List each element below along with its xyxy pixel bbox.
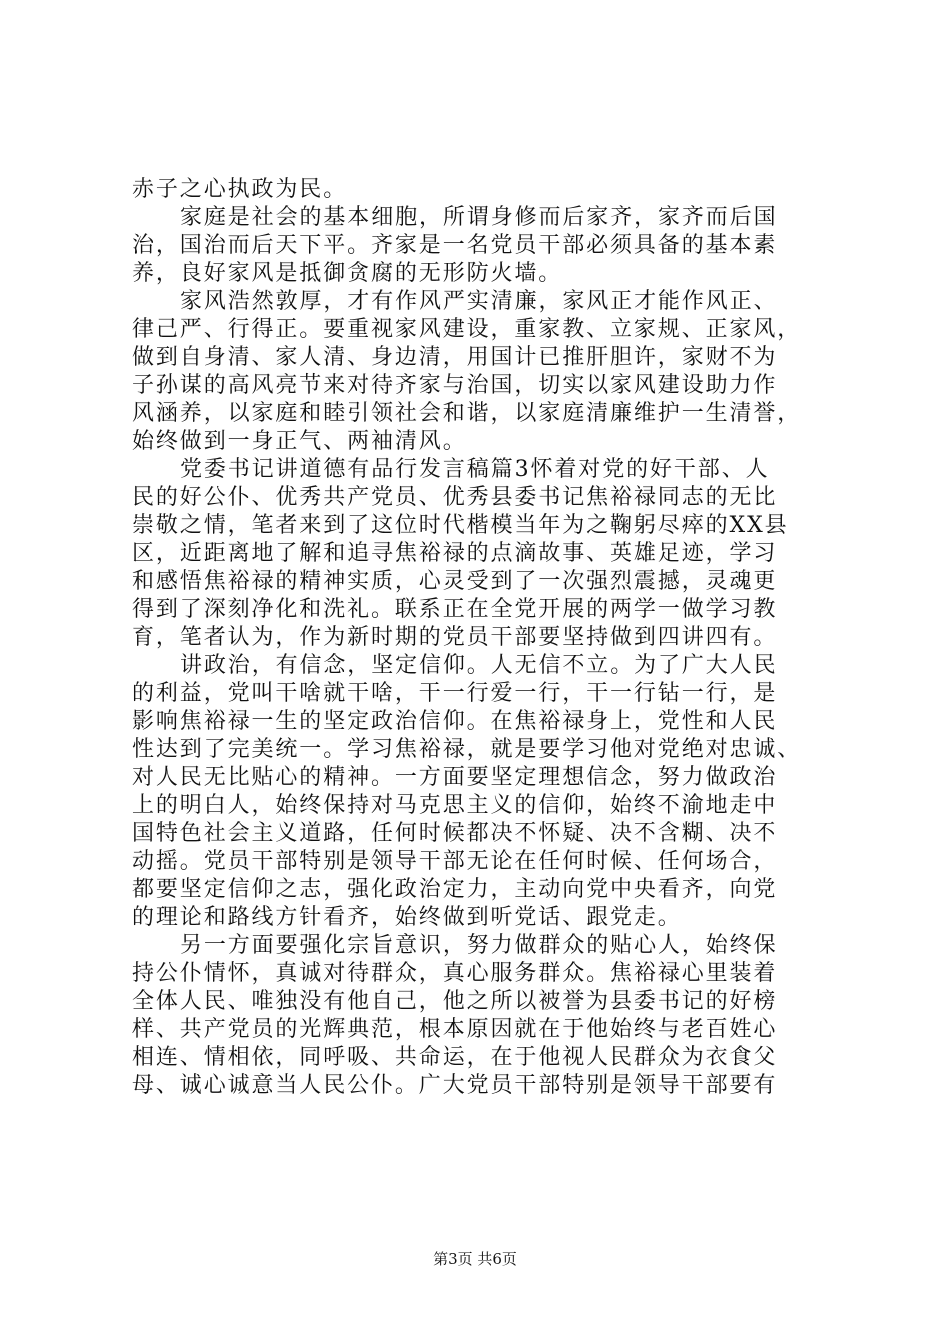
text-line: 养，良好家风是抵御贪腐的无形防火墙。 — [132, 261, 563, 286]
paragraph-start-line: 讲政治，有信念，坚定信仰。人无信不立。为了广大人民 — [180, 653, 778, 678]
text-line: 样、共产党员的光辉典范，根本原因就在于他始终与老百姓心 — [132, 1017, 778, 1042]
text-line: 动摇。党员干部特别是领导干部无论在任何时候、任何场合， — [132, 849, 778, 874]
text-line: 子孙谋的高风亮节来对待齐家与治国，切实以家风建设助力作 — [132, 373, 778, 398]
text-line: 的利益，党叫干啥就干啥，干一行爱一行，干一行钻一行，是 — [132, 681, 778, 706]
text-line: 崇敬之情，笔者来到了这位时代楷模当年为之鞠躬尽瘁的XX县 — [132, 513, 789, 538]
text-line: 育，笔者认为，作为新时期的党员干部要坚持做到四讲四有。 — [132, 625, 778, 650]
paragraph-start-line: 家庭是社会的基本细胞，所谓身修而后家齐，家齐而后国 — [180, 205, 778, 230]
text-line: 民的好公仆、优秀共产党员、优秀县委书记焦裕禄同志的无比 — [132, 485, 778, 510]
text-line: 的理论和路线方针看齐，始终做到听党话、跟党走。 — [132, 905, 682, 930]
text-line: 相连、情相依，同呼吸、共命运，在于他视人民群众为衣食父 — [132, 1045, 778, 1070]
text-line: 都要坚定信仰之志，强化政治定力，主动向党中央看齐，向党 — [132, 877, 778, 902]
text-line: 母、诚心诚意当人民公仆。广大党员干部特别是领导干部要有 — [132, 1073, 778, 1098]
text-line: 持公仆情怀，真诚对待群众，真心服务群众。焦裕禄心里装着 — [132, 961, 778, 986]
text-line: 影响焦裕禄一生的坚定政治信仰。在焦裕禄身上，党性和人民 — [132, 709, 778, 734]
text-line: 做到自身清、家人清、身边清，用国计已推肝胆许，家财不为 — [132, 345, 778, 370]
text-line: 赤子之心执政为民。 — [132, 177, 348, 202]
paragraph-start-line: 另一方面要强化宗旨意识，努力做群众的贴心人，始终保 — [180, 933, 778, 958]
document-body — [132, 176, 832, 1100]
text-line: 治，国治而后天下平。齐家是一名党员干部必须具备的基本素 — [132, 233, 778, 258]
text-line: 始终做到一身正气、两袖清风。 — [132, 429, 467, 454]
text-line: 风涵养，以家庭和睦引领社会和谐，以家庭清廉维护一生清誉， — [132, 401, 802, 426]
text-line: 对人民无比贴心的精神。一方面要坚定理想信念，努力做政治 — [132, 765, 778, 790]
text-line: 和感悟焦裕禄的精神实质，心灵受到了一次强烈震撼，灵魂更 — [132, 569, 778, 594]
text-line: 区，近距离地了解和追寻焦裕禄的点滴故事、英雄足迹，学习 — [132, 541, 778, 566]
text-line: 性达到了完美统一。学习焦裕禄，就是要学习他对党绝对忠诚、 — [132, 737, 802, 762]
text-line: 全体人民、唯独没有他自己，他之所以被誉为县委书记的好榜 — [132, 989, 778, 1014]
paragraph-start-line: 家风浩然敦厚，才有作风严实清廉，家风正才能作风正、 — [180, 289, 778, 314]
text-line: 国特色社会主义道路，任何时候都决不怀疑、决不含糊、决不 — [132, 821, 778, 846]
text-line: 得到了深刻净化和洗礼。联系正在全党开展的两学一做学习教 — [132, 597, 778, 622]
text-line: 律己严、行得正。要重视家风建设，重家教、立家规、正家风， — [132, 317, 802, 342]
page-number-footer: 第3页 共6页 — [433, 1250, 517, 1268]
paragraph-start-line: 党委书记讲道德有品行发言稿篇3怀着对党的好干部、人 — [180, 457, 770, 482]
text-line: 上的明白人，始终保持对马克思主义的信仰，始终不渝地走中 — [132, 793, 778, 818]
